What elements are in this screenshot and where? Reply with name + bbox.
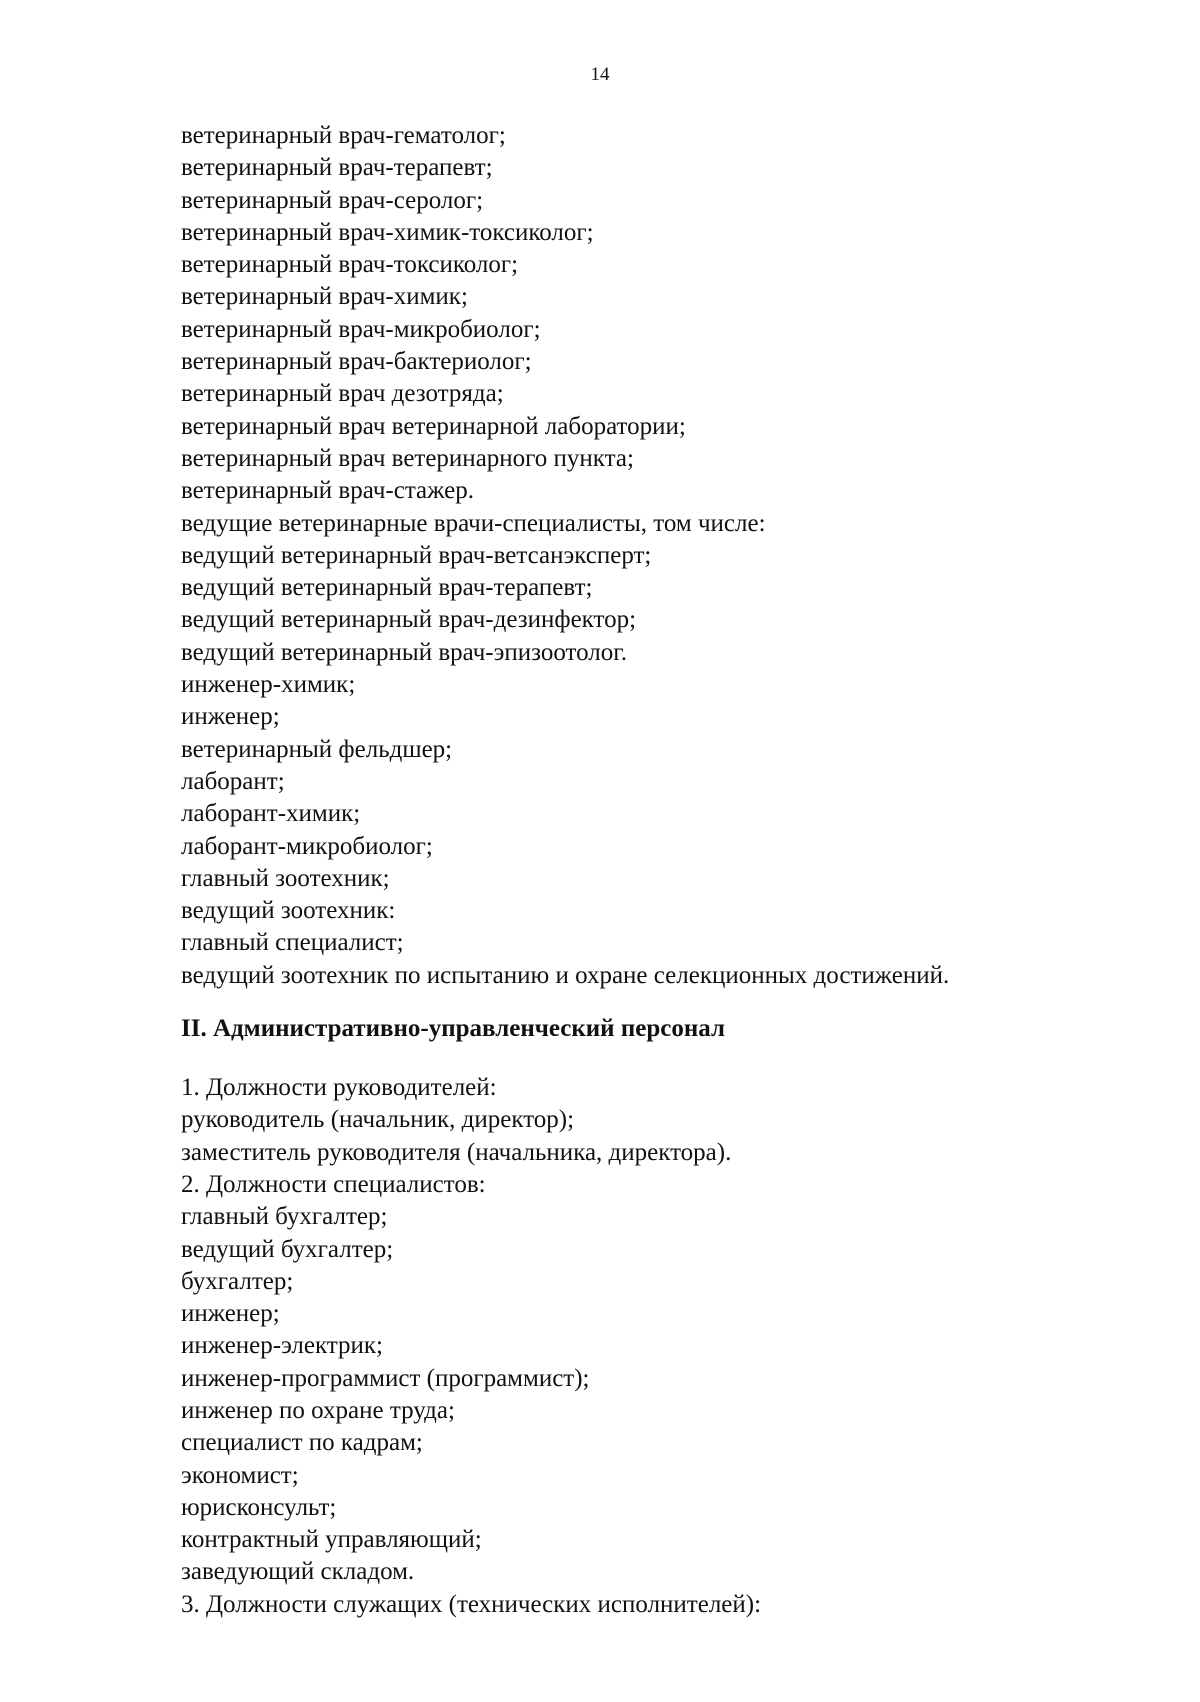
- list-item: главный бухгалтер;: [181, 1203, 388, 1231]
- list-item: ветеринарный врач-бактериолог;: [181, 348, 532, 376]
- list-item: ветеринарный врач-гематолог;: [181, 122, 506, 149]
- list-item: 2. Должности специалистов:: [181, 1170, 486, 1198]
- list-item: ветеринарный фельдшер;: [181, 735, 453, 763]
- list-item: ведущий ветеринарный врач-терапевт;: [181, 574, 593, 602]
- list-item: инженер;: [181, 1300, 280, 1328]
- document-body: [181, 120, 1121, 1621]
- list-item: ведущий зоотехник:: [181, 897, 396, 925]
- list-item: ветеринарный врач-микробиолог;: [181, 315, 541, 343]
- list-item: ветеринарный врач-терапевт;: [181, 154, 493, 182]
- list-item: ведущий зоотехник по испытанию и охране селекционных достижений.: [181, 961, 950, 989]
- list-item: заведующий складом.: [181, 1558, 415, 1586]
- list-item: ветеринарный врач дезотряда;: [181, 380, 504, 408]
- list-item: специалист по кадрам;: [181, 1429, 423, 1457]
- list-item: главный специалист;: [181, 929, 404, 957]
- list-item: руководитель (начальник, директор);: [181, 1106, 575, 1134]
- list-item: 3. Должности служащих (технических исполнителей):: [181, 1590, 762, 1618]
- list-item: заместитель руководителя (начальника, директора).: [181, 1138, 732, 1166]
- list-item: ветеринарный врач-токсиколог;: [181, 251, 519, 279]
- list-item: ведущий бухгалтер;: [181, 1235, 394, 1263]
- list-item: контрактный управляющий;: [181, 1526, 482, 1554]
- list-item: юрисконсульт;: [181, 1493, 337, 1521]
- list-item: ведущие ветеринарные врачи-специалисты, том числе:: [181, 509, 766, 537]
- list-item: ветеринарный врач-химик;: [181, 283, 468, 311]
- list-item: лаборант-химик;: [181, 800, 361, 828]
- list-item: ветеринарный врач ветеринарного пункта;: [181, 444, 634, 472]
- list-item: главный зоотехник;: [181, 864, 390, 892]
- list-item: инженер-программист (программист);: [181, 1364, 590, 1392]
- list-item: ветеринарный врач-стажер.: [181, 477, 474, 505]
- list-item: инженер по охране труда;: [181, 1396, 455, 1424]
- list-item: ведущий ветеринарный врач-ветсанэксперт;: [181, 541, 652, 569]
- list-item: инженер-химик;: [181, 671, 356, 699]
- list-item: ветеринарный врач-химик-токсиколог;: [181, 218, 594, 246]
- list-item: экономист;: [181, 1461, 299, 1489]
- list-item: лаборант;: [181, 767, 285, 795]
- list-item: ведущий ветеринарный врач-дезинфектор;: [181, 606, 637, 634]
- list-item: инженер;: [181, 703, 280, 731]
- page-number: 14: [590, 64, 610, 85]
- list-item: бухгалтер;: [181, 1267, 294, 1295]
- position-list-section: [181, 1072, 1121, 1621]
- list-item: лаборант-микробиолог;: [181, 832, 433, 860]
- section-heading: II. Административно-управленческий персонал: [181, 1015, 725, 1043]
- list-item: ветеринарный врач ветеринарной лаборатории;: [181, 412, 686, 440]
- list-item: ветеринарный врач-серолог;: [181, 186, 484, 214]
- list-item: ведущий ветеринарный врач-эпизоотолог.: [181, 638, 627, 666]
- position-list-top: [181, 120, 1121, 992]
- list-item: инженер-электрик;: [181, 1332, 383, 1360]
- list-item: 1. Должности руководителей:: [181, 1074, 497, 1102]
